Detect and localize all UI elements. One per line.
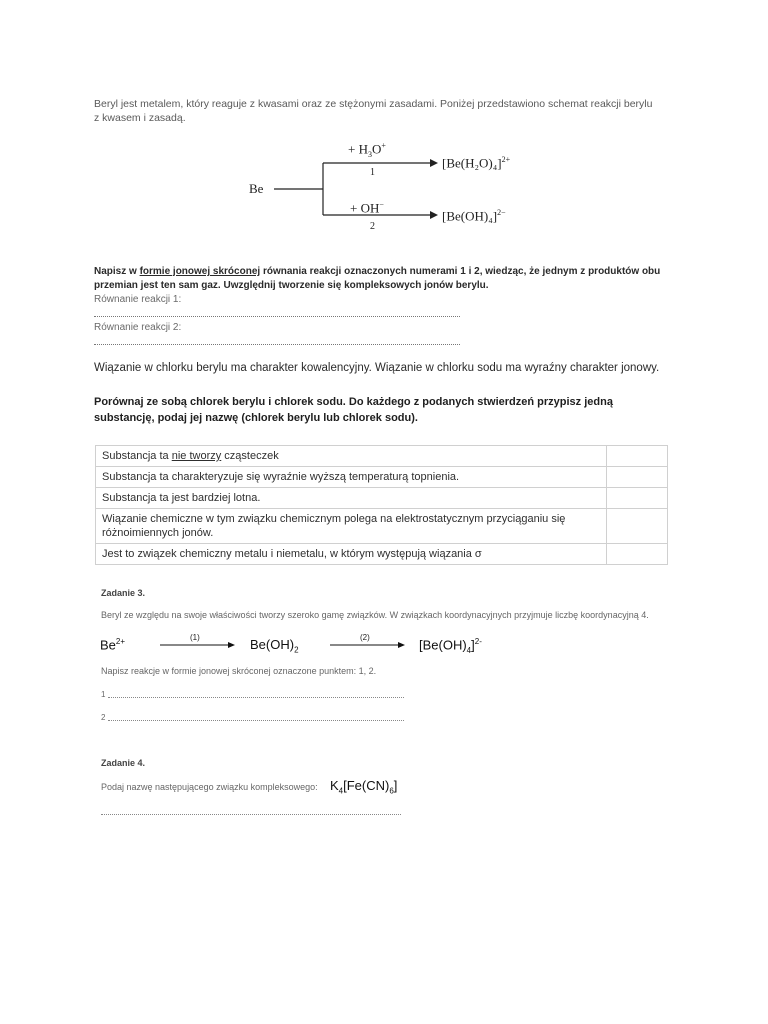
- zadanie4-answer-line[interactable]: [101, 814, 401, 815]
- answer-cell[interactable]: [607, 488, 668, 509]
- table-row: [96, 467, 668, 488]
- statement-cell: Substancja ta jest bardziej lotna.: [96, 488, 607, 509]
- zadanie3-answer-line-2[interactable]: [108, 720, 404, 721]
- task1-instruction: Napisz w formie jonowej skróconej równania reakcji oznaczonych numerami 1 i 2, wiedząc, że jednym z produktów obu przemian jest ten sam gaz. Uwzględnij tworzenie się kompleksowych jonów berylu.: [94, 266, 661, 291]
- task1-underlined: formie jonowej skróconej: [139, 266, 261, 277]
- scheme-bottom-product: $[Be(OH)_4]^{2-}$: [442, 208, 506, 224]
- answer2-line[interactable]: [94, 344, 460, 345]
- bond-statement: Wiązanie w chlorku berylu ma charakter kowalencyjny. Wiązanie w chlorku sodu ma wyraźny charakter jonowy.: [94, 362, 660, 374]
- answer-cell[interactable]: [607, 544, 668, 565]
- zadanie4-text: Podaj nazwę następującego związku kompleksowego:: [101, 782, 318, 792]
- statement-cell: Wiązanie chemiczne w tym związku chemicznym polega na elektrostatycznym przyciąganiu się różnoimiennych jonów.: [96, 509, 607, 544]
- zadanie3-arrow2: [330, 640, 406, 650]
- zadanie3-arrow1: [160, 640, 236, 650]
- answer1-label: Równanie reakcji 1:: [94, 294, 182, 305]
- zadanie3-title: Zadanie 3.: [101, 588, 146, 598]
- zadanie4-formula: $K_4[Fe(CN)_6]$: [330, 778, 398, 796]
- zadanie3-beoh4: $[Be(OH)_4]^{2-}$: [419, 637, 482, 655]
- zadanie3-line1-number: 1: [101, 690, 106, 699]
- scheme-bottom-reagent: + OH−: [350, 200, 384, 216]
- intro-text: [94, 97, 679, 125]
- zadanie3-text: Beryl ze względu na swoje właściwości tworzy szeroko gamę związków. W związkach koordynacyjnych przyjmuje liczbę koordynacyjną 4.: [101, 610, 649, 620]
- answer-cell[interactable]: [607, 446, 668, 467]
- table-row: [96, 488, 668, 509]
- intro-line-2: z kwasem i zasadą.: [94, 112, 186, 124]
- scheme-top-reagent: + $H_3O^+$: [348, 141, 386, 159]
- zadanie3-beoh2: $Be(OH)_2$: [250, 637, 299, 655]
- answer-cell[interactable]: [607, 509, 668, 544]
- zadanie4-title: Zadanie 4.: [101, 758, 146, 768]
- table-row: [96, 544, 668, 565]
- zadanie3-arrow2-label: (2): [360, 633, 370, 642]
- table-row: [96, 446, 668, 467]
- answer2-label: Równanie reakcji 2:: [94, 322, 182, 333]
- answer-cell[interactable]: [607, 467, 668, 488]
- task2-instruction: Porównaj ze sobą chlorek berylu i chlorek sodu. Do każdego z podanych stwierdzeń przypisz jedną substancję, podaj jej nazwę (chlorek berylu lub chlorek sodu).: [94, 396, 613, 424]
- scheme-top-number: 1: [370, 167, 375, 178]
- statement-cell: Substancja ta nie tworzy cząsteczek: [96, 446, 607, 467]
- zadanie3-line2-number: 2: [101, 713, 106, 722]
- zadanie3-be: $Be^{2+}$: [100, 637, 126, 653]
- scheme-bottom-number: 2: [370, 221, 375, 232]
- statement-cell: Substancja ta charakteryzuje się wyraźnie wyższą temperaturą topnienia.: [96, 467, 607, 488]
- scheme-top-product: $[Be(H_2O)_4]^{2+}$: [442, 155, 511, 171]
- intro-line-1: Beryl jest metalem, który reaguje z kwasami oraz ze stężonymi zasadami. Poniżej przedstawiono schemat reakcji berylu: [94, 98, 653, 110]
- zadanie3-answer-line-1[interactable]: [108, 697, 404, 698]
- answer1-line[interactable]: [94, 316, 460, 317]
- zadanie3-arrow1-label: (1): [190, 633, 200, 642]
- reaction-scheme: [240, 138, 540, 238]
- scheme-reactant: Be: [249, 181, 264, 196]
- table-row: [96, 509, 668, 544]
- zadanie3-instruction: Napisz reakcje w formie jonowej skróconej oznaczone punktem: 1, 2.: [101, 666, 377, 676]
- statement-cell: Jest to związek chemiczny metalu i niemetalu, w którym występują wiązania σ: [96, 544, 607, 565]
- comparison-table: [95, 445, 668, 565]
